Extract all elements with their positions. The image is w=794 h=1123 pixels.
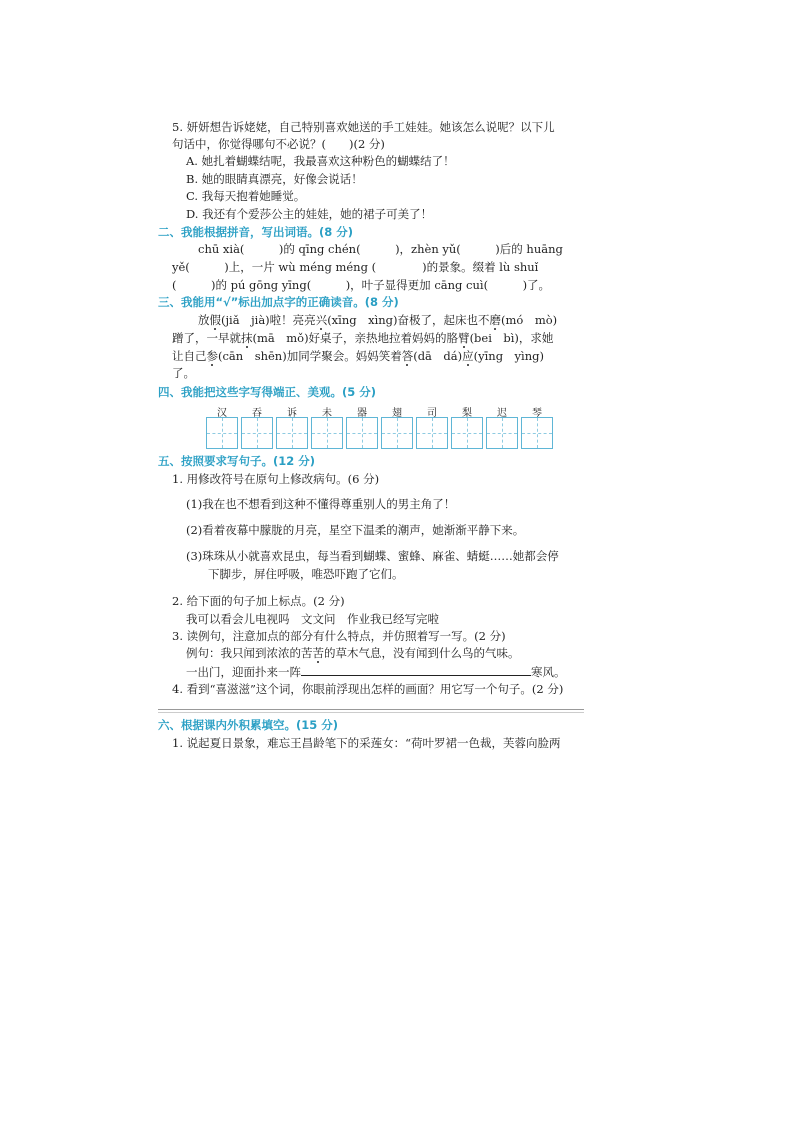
- s5-q4: 4. 看到“喜滋滋”这个词，你眼前浮现出怎样的画面？用它写一个句子。(2 分): [172, 682, 564, 696]
- practice-char: 翅: [392, 408, 402, 419]
- s2-line2: yě( )上，一片 wù méng méng ( )的景象。缀着 lù shuǐ: [172, 260, 539, 274]
- answer-blank[interactable]: [301, 664, 531, 676]
- s3-line1: 放假(jiǎ jià)啦！亮亮兴(xīng xìng)奋极了，起床也不磨(mó mò): [198, 313, 558, 327]
- section3-heading: 三、我能用“√”标出加点字的正确读音。(8 分): [158, 295, 399, 309]
- q5-option-c: C. 我每天抱着她睡觉。: [186, 189, 306, 203]
- s5-q3-answer-line: 一出门，迎面扑来一阵 寒风。: [186, 665, 566, 679]
- practice-char: 诉: [287, 408, 297, 419]
- s3-line2: 蹭了，一早就抹(mā mǒ)好桌子，亲热地拉着妈妈的胳臂(bei bì)，求她: [172, 331, 554, 345]
- s6-q1: 1. 说起夏日景象，难忘王昌龄笔下的采莲女：“荷叶罗裙一色裁，芙蓉向脸两: [172, 736, 561, 750]
- divider: [158, 712, 584, 713]
- writing-cell[interactable]: [416, 417, 448, 449]
- s3-line3: 让自己参(cān shēn)加同学聚会。妈妈笑着答(dā dá)应(yīng yìng): [172, 349, 544, 363]
- s5-q1: 1. 用修改符号在原句上修改病句。(6 分): [172, 472, 380, 486]
- writing-cell[interactable]: [381, 417, 413, 449]
- writing-cell[interactable]: [206, 417, 238, 449]
- section5-heading: 五、按照要求写句子。(12 分): [158, 454, 316, 468]
- q5-option-b: B. 她的眼睛真漂亮，好像会说话！: [186, 172, 363, 186]
- writing-cell[interactable]: [451, 417, 483, 449]
- s5-q2: 2. 给下面的句子加上标点。(2 分): [172, 594, 345, 608]
- writing-cell[interactable]: [241, 417, 273, 449]
- q5-stem-line1: 5. 妍妍想告诉姥姥，自己特别喜欢她送的手工娃娃。她该怎么说呢？以下儿: [172, 120, 555, 134]
- q5-option-a: A. 她扎着蝴蝶结呢，我最喜欢这种粉色的蝴蝶结了！: [186, 154, 455, 168]
- s3-line4: 了。: [172, 366, 195, 380]
- section4-heading: 四、我能把这些字写得端正、美观。(5 分): [158, 385, 377, 399]
- s5-q1-3-line2: 下脚步，屏住呼吸，唯恐吓跑了它们。: [208, 567, 404, 581]
- q5-option-d: D. 我还有个爱莎公主的娃娃，她的裙子可美了！: [186, 207, 433, 221]
- practice-char: 器: [357, 408, 367, 419]
- writing-cell[interactable]: [521, 417, 553, 449]
- practice-char: 琴: [532, 408, 542, 419]
- divider: [158, 709, 584, 710]
- s2-line1: chū xià( )的 qīng chén( )，zhèn yǔ( )后的 huāng: [198, 242, 563, 256]
- practice-char: 迟: [497, 408, 507, 419]
- practice-char: 吞: [252, 408, 262, 419]
- s5-q1-1: (1)我在也不想看到这种不懂得尊重别人的男主角了！: [186, 497, 456, 511]
- writing-cell[interactable]: [346, 417, 378, 449]
- section6-heading: 六、根据课内外积累填空。(15 分): [158, 718, 339, 732]
- practice-char: 梨: [462, 408, 472, 419]
- practice-char: 司: [427, 408, 437, 419]
- practice-char: 汉: [217, 408, 227, 419]
- q5-stem-line2: 句话中，你觉得哪句不必说？( )(2 分): [172, 137, 385, 151]
- s5-q3: 3. 读例句，注意加点的部分有什么特点，并仿照着写一写。(2 分): [172, 629, 506, 643]
- s5-q3-example: 例句：我只闻到浓浓的苦苦的草木气息，没有闻到什么鸟的气味。: [186, 646, 520, 660]
- writing-cell[interactable]: [311, 417, 343, 449]
- practice-char: 未: [322, 408, 332, 419]
- writing-cell[interactable]: [276, 417, 308, 449]
- writing-cell[interactable]: [486, 417, 518, 449]
- s5-q2-sentence: 我可以看会儿电视吗 文文问 作业我已经写完啦: [186, 612, 439, 626]
- section2-heading: 二、我能根据拼音，写出词语。(8 分): [158, 225, 354, 239]
- s2-line3: ( )的 pú gōng yīng( )，叶子显得更加 cāng cuì( )了。: [172, 278, 551, 292]
- s5-q1-3-line1: (3)珠珠从小就喜欢昆虫，每当看到蝴蝶、蜜蜂、麻雀、蜻蜓……她都会停: [186, 549, 559, 563]
- writing-grid: [206, 417, 553, 449]
- s5-q1-2: (2)看着夜幕中朦胧的月亮，星空下温柔的潮声，她渐渐平静下来。: [186, 523, 525, 537]
